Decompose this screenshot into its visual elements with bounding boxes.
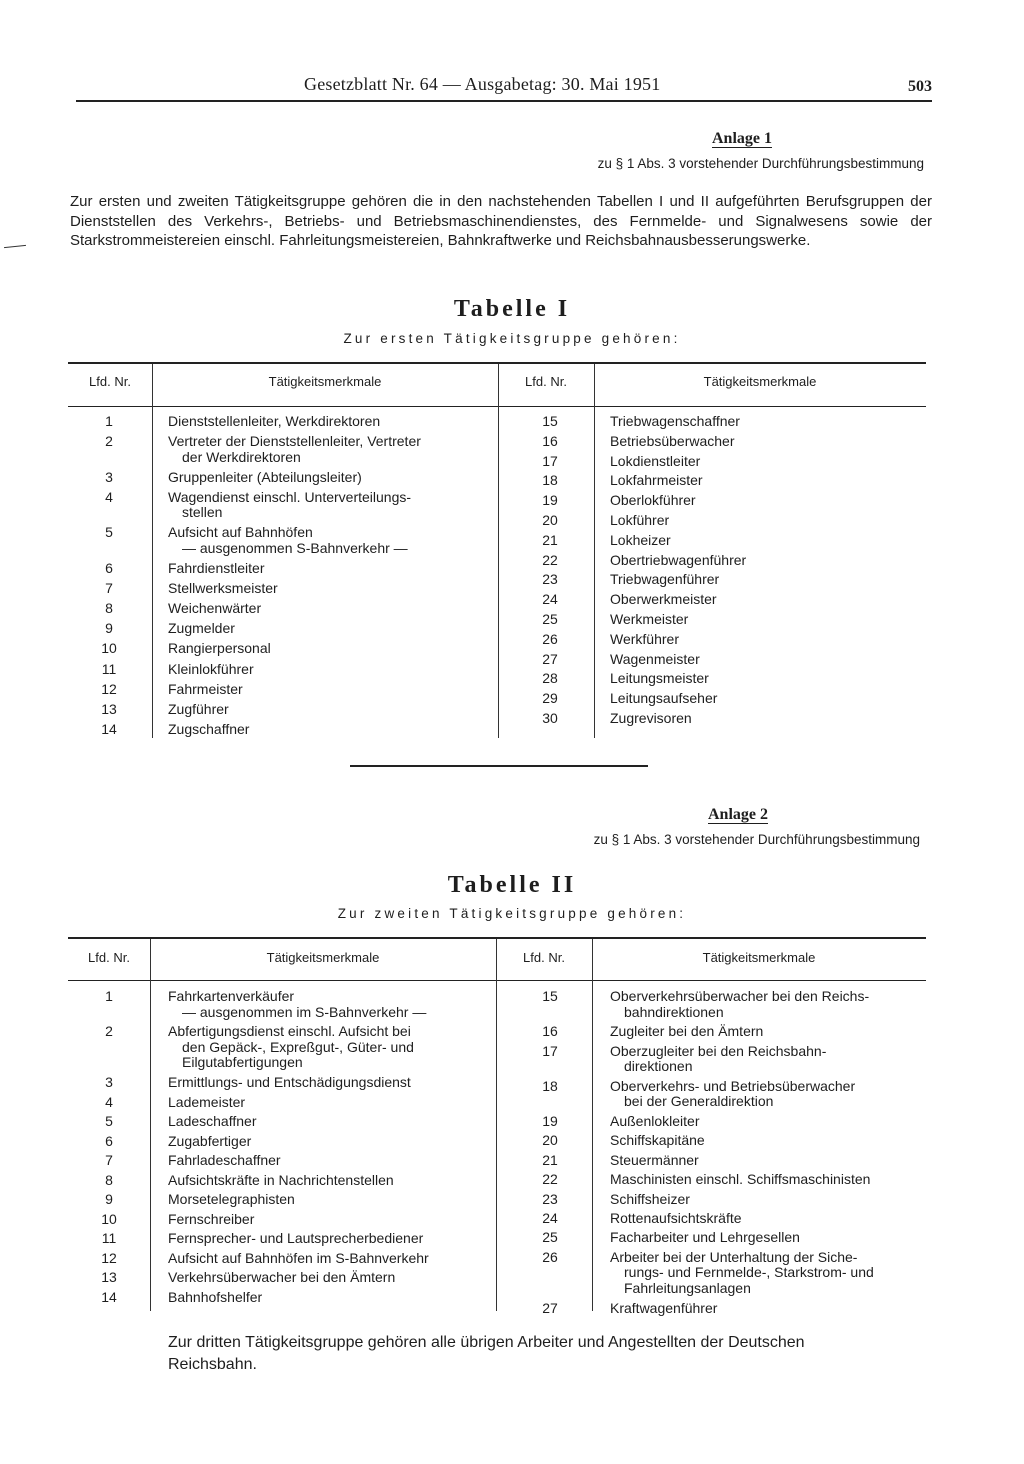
row-text: [168, 470, 493, 486]
row-text: [168, 662, 493, 678]
row-text: [168, 581, 493, 597]
row-text-line: Arbeiter bei der Unterhaltung der Siche-: [610, 1248, 858, 1265]
row-text-line: Zugschaffner: [168, 720, 250, 737]
row-text-line: Vertreter der Dienststellenleiter, Vertreter: [168, 433, 421, 450]
row-text: [610, 711, 930, 727]
row-text: [610, 473, 930, 489]
row-number: 28: [542, 670, 558, 687]
header-taetigkeitsmerkmale: Tätigkeitsmerkmale: [268, 374, 382, 389]
row-number: 24: [542, 1210, 558, 1226]
row-text-line: Obertriebwagenführer: [610, 551, 747, 568]
table-1-title: Tabelle I: [453, 296, 571, 322]
section-separator: [350, 765, 648, 767]
row-text: [610, 671, 930, 687]
row-text: [168, 1024, 493, 1071]
row-text-line: Steuermänner: [610, 1151, 699, 1168]
row-text-line: bahndirektionen: [624, 1003, 724, 1020]
row-text-line: den Gepäck-, Expreßgut-, Güter- und: [182, 1038, 414, 1055]
row-text-line: Zugleiter bei den Ämtern: [610, 1023, 764, 1040]
header-lfd-nr: Lfd. Nr.: [523, 950, 565, 965]
row-text: [610, 592, 930, 608]
row-text: [610, 454, 930, 470]
row-text: [168, 490, 493, 521]
row-number: 8: [105, 600, 113, 617]
row-number: 16: [542, 432, 558, 449]
row-text: [168, 1231, 493, 1247]
row-text: [610, 1133, 930, 1149]
row-number: 13: [101, 1269, 117, 1286]
row-text: [168, 722, 493, 738]
row-text: [168, 641, 493, 657]
row-text-line: Oberverkehrsüberwacher bei den Reichs-: [610, 988, 870, 1004]
row-text: [610, 553, 930, 569]
row-text-line: stellen: [182, 504, 223, 521]
row-text: [610, 1024, 930, 1040]
row-number: 11: [101, 660, 117, 677]
row-text-line: Ermittlungs- und Entschädigungsdienst: [168, 1074, 411, 1091]
row-text-line: Aufsicht auf Bahnhöfen im S-Bahnverkehr: [168, 1249, 429, 1266]
row-text-line: Bahnhofshelfer: [168, 1288, 263, 1305]
row-text-line: bei der Generaldirektion: [624, 1093, 774, 1110]
row-text: [168, 1134, 493, 1150]
row-text: [610, 632, 930, 648]
row-text-line: Werkmeister: [610, 611, 689, 627]
row-text-line: Stellwerksmeister: [168, 580, 278, 597]
anlage-2-subtitle: zu § 1 Abs. 3 vorstehender Durchführungsbestimmung: [593, 832, 920, 847]
row-text: [610, 1230, 930, 1246]
row-text: [168, 702, 493, 718]
row-number: 24: [542, 591, 558, 608]
row-text-line: Oberlokführer: [610, 492, 696, 509]
row-text-line: Oberzugleiter bei den Reichsbahn-: [610, 1042, 827, 1059]
row-text-line: Fernschreiber: [168, 1210, 255, 1227]
row-text: [610, 414, 930, 430]
row-number: 10: [101, 1210, 117, 1227]
row-text-line: Wagenmeister: [610, 650, 700, 667]
row-text: [610, 691, 930, 707]
row-text-line: direktionen: [624, 1058, 693, 1075]
row-text: [168, 1251, 493, 1267]
row-text-line: Lokfahrmeister: [610, 472, 703, 489]
row-text-line: Zugführer: [168, 700, 229, 717]
gazette-title: Gesetzblatt Nr. 64 — Ausgabetag: 30. Mai 1951: [304, 74, 661, 94]
row-number: 3: [105, 1074, 113, 1091]
header-taetigkeitsmerkmale: Tätigkeitsmerkmale: [702, 950, 816, 965]
column-divider: [152, 364, 153, 738]
row-number: 18: [542, 1077, 558, 1094]
row-text: [610, 652, 930, 668]
row-number: 9: [105, 620, 113, 637]
table-top-rule: [68, 362, 926, 364]
row-number: 14: [101, 1288, 117, 1305]
column-divider: [150, 939, 151, 1311]
row-text-line: Triebwagenführer: [610, 571, 720, 588]
row-number: 4: [105, 488, 113, 505]
row-text-line: Dienststellenleiter, Werkdirektoren: [168, 413, 381, 429]
row-number: 20: [542, 512, 558, 528]
header-lfd-nr: Lfd. Nr.: [525, 374, 567, 389]
row-number: 1: [105, 988, 113, 1004]
anlage-1-title: Anlage 1: [712, 130, 772, 147]
row-text: [168, 1192, 493, 1208]
row-number: 16: [542, 1023, 558, 1040]
row-number: 20: [542, 1132, 558, 1149]
row-text: [610, 1153, 930, 1169]
row-text: [168, 1114, 493, 1130]
row-text: [610, 1044, 930, 1075]
row-text-line: Abfertigungsdienst einschl. Aufsicht bei: [168, 1023, 411, 1040]
row-text: [168, 561, 493, 577]
row-text-line: Schiffskapitäne: [610, 1132, 705, 1149]
row-number: 12: [101, 1249, 117, 1266]
row-text: [168, 1153, 493, 1169]
row-text-line: der Werkdirektoren: [182, 448, 301, 465]
row-text-line: — ausgenommen S-Bahnverkehr —: [182, 539, 408, 556]
row-text-line: Werkführer: [610, 630, 679, 647]
row-number: 23: [542, 571, 558, 588]
row-text-line: Lokheizer: [610, 531, 671, 548]
row-text-line: Maschinisten einschl. Schiffsmaschinisten: [610, 1171, 871, 1188]
row-number: 8: [105, 1171, 113, 1188]
row-text-line: rungs- und Fernmelde-, Starkstrom- und: [624, 1264, 874, 1281]
row-text-line: Fahrkartenverkäufer: [168, 988, 295, 1004]
row-number: 12: [101, 680, 117, 697]
row-text: [168, 434, 493, 465]
row-text-line: Zugmelder: [168, 620, 235, 637]
row-number: 30: [542, 710, 558, 726]
row-number: 22: [542, 1171, 558, 1188]
row-text-line: Weichenwärter: [168, 600, 262, 617]
row-text-line: Wagendienst einschl. Unterverteilungs-: [168, 488, 412, 505]
row-number: 4: [105, 1093, 113, 1110]
row-number: 27: [542, 650, 558, 667]
row-text-line: Fahrdienstleiter: [168, 560, 265, 576]
row-text: [610, 1114, 930, 1130]
row-text-line: — ausgenommen im S-Bahnverkehr —: [182, 1003, 427, 1020]
row-text: [168, 1212, 493, 1228]
row-number: 2: [105, 433, 113, 450]
row-text: [610, 1079, 930, 1110]
row-number: 27: [542, 1299, 558, 1316]
row-text-line: Ladeschaffner: [168, 1113, 257, 1130]
row-number: 21: [542, 531, 558, 548]
row-text-line: Triebwagenschaffner: [610, 413, 740, 429]
row-number: 5: [105, 1113, 113, 1130]
table-2: [68, 937, 926, 1315]
row-number: 23: [542, 1190, 558, 1207]
row-text: [168, 1173, 493, 1189]
row-text: [610, 1172, 930, 1188]
row-text-line: Lokdienstleiter: [610, 452, 701, 469]
row-number: 2: [105, 1023, 113, 1040]
row-text: [168, 621, 493, 637]
row-number: 19: [542, 1113, 558, 1129]
row-number: 9: [105, 1191, 113, 1208]
row-text: [610, 1211, 930, 1227]
row-text-line: Zugrevisoren: [610, 710, 692, 726]
row-text: [610, 513, 930, 529]
row-number: 14: [101, 720, 117, 737]
row-text-line: Fahrleitungsanlagen: [624, 1279, 751, 1296]
page-header: [76, 72, 932, 102]
row-text: [610, 1250, 930, 1297]
row-text: [168, 1270, 493, 1286]
row-text: [610, 989, 930, 1020]
anlage-2-title: Anlage 2: [708, 806, 768, 823]
margin-mark: [4, 245, 26, 248]
table-top-rule: [68, 937, 926, 939]
row-text-line: Zugabfertiger: [168, 1132, 252, 1149]
row-text: [168, 989, 493, 1020]
row-number: 19: [542, 492, 558, 509]
table-2-title: Tabelle II: [447, 872, 577, 898]
row-text: [168, 682, 493, 698]
row-text-line: Verkehrsüberwacher bei den Ämtern: [168, 1269, 396, 1286]
row-text-line: Fernsprecher- und Lautsprecherbediener: [168, 1230, 424, 1247]
row-text-line: Oberwerkmeister: [610, 591, 717, 608]
row-text-line: Rangierpersonal: [168, 640, 271, 657]
anlage-2-block: [594, 806, 920, 847]
row-text-line: Betriebsüberwacher: [610, 432, 735, 449]
closing-paragraph: Zur dritten Tätigkeitsgruppe gehören alle übrigen Arbeiter und Angestellten der Deutschen Reichsbahn.: [168, 1334, 805, 1373]
row-number: 1: [105, 413, 113, 429]
row-number: 7: [105, 1152, 113, 1169]
row-text: [610, 1301, 930, 1317]
row-number: 10: [101, 640, 117, 657]
row-text-line: Außenlokleiter: [610, 1113, 700, 1129]
row-text: [168, 1075, 493, 1091]
row-number: 6: [105, 560, 113, 576]
row-text-line: Gruppenleiter (Abteilungsleiter): [168, 468, 362, 485]
row-text-line: Facharbeiter und Lehrgesellen: [610, 1229, 800, 1246]
row-text-line: Schiffsheizer: [610, 1190, 690, 1207]
table-header-rule: [68, 980, 926, 981]
row-text-line: Eilgutabfertigungen: [182, 1054, 303, 1071]
page-number: 503: [908, 78, 932, 95]
row-number: 25: [542, 611, 558, 627]
row-text-line: Kleinlokführer: [168, 660, 254, 677]
header-taetigkeitsmerkmale: Tätigkeitsmerkmale: [703, 374, 817, 389]
row-number: 15: [542, 988, 558, 1004]
row-number: 29: [542, 690, 558, 707]
row-text-line: Rottenaufsichtskräfte: [610, 1210, 742, 1226]
header-lfd-nr: Lfd. Nr.: [89, 374, 131, 389]
row-text-line: Lokführer: [610, 512, 670, 528]
row-text-line: Aufsichtskräfte in Nachrichtenstellen: [168, 1171, 394, 1188]
row-text-line: Oberverkehrs- und Betriebsüberwacher: [610, 1077, 856, 1094]
row-text: [610, 434, 930, 450]
anlage-1-block: [598, 130, 924, 171]
row-text-line: Aufsicht auf Bahnhöfen: [168, 524, 313, 541]
row-text: [610, 1192, 930, 1208]
row-text: [610, 533, 930, 549]
header-taetigkeitsmerkmale: Tätigkeitsmerkmale: [266, 950, 380, 965]
row-number: 18: [542, 472, 558, 489]
row-text: [168, 1290, 493, 1306]
row-number: 17: [542, 1042, 558, 1059]
row-number: 26: [542, 630, 558, 647]
anlage-1-subtitle: zu § 1 Abs. 3 vorstehender Durchführungsbestimmung: [597, 156, 924, 171]
row-number: 6: [105, 1132, 113, 1149]
row-number: 26: [542, 1248, 558, 1265]
row-text-line: Lademeister: [168, 1093, 246, 1110]
table-header-rule: [68, 406, 926, 407]
table-1-subtitle: Zur ersten Tätigkeitsgruppe gehören:: [343, 331, 681, 346]
row-text: [168, 1095, 493, 1111]
row-number: 21: [542, 1151, 558, 1168]
table-2-subtitle: Zur zweiten Tätigkeitsgruppe gehören:: [337, 906, 687, 921]
row-number: 22: [542, 551, 558, 568]
row-text-line: Leitungsmeister: [610, 670, 709, 687]
row-text: [610, 493, 930, 509]
row-number: 13: [101, 700, 117, 717]
row-text-line: Morsetelegraphisten: [168, 1191, 295, 1208]
row-number: 11: [101, 1230, 117, 1247]
row-number: 25: [542, 1229, 558, 1246]
row-text: [168, 414, 493, 430]
header-lfd-nr: Lfd. Nr.: [88, 950, 130, 965]
row-text: [168, 601, 493, 617]
column-divider: [496, 939, 497, 1311]
row-text-line: Leitungsaufseher: [610, 690, 718, 707]
column-divider: [498, 364, 499, 738]
row-number: 15: [542, 413, 558, 429]
row-number: 3: [105, 468, 113, 485]
row-text: [168, 525, 493, 556]
row-text: [610, 612, 930, 628]
row-number: 5: [105, 524, 113, 541]
row-text-line: Kraftwagenführer: [610, 1299, 718, 1316]
row-number: 17: [542, 452, 558, 469]
row-text: [610, 572, 930, 588]
row-number: 7: [105, 580, 113, 597]
intro-paragraph: Zur ersten und zweiten Tätigkeitsgruppe gehören die in den nachstehenden Tabellen I und II aufgeführten Berufsgruppen der Dienststellen des Verkehrs-, Betriebs- und Betriebsmaschinendienstes, des Fernmelde- und Signalwesens sowie der Starkstrommeistereien einschl. Fahrleitungsmeistereien, Bahnkraftwerke und Reichsbahnausbesserungswerke.: [70, 193, 932, 249]
row-text-line: Fahrmeister: [168, 680, 243, 697]
table-1: [68, 362, 926, 740]
row-text-line: Fahrladeschaffner: [168, 1152, 281, 1169]
